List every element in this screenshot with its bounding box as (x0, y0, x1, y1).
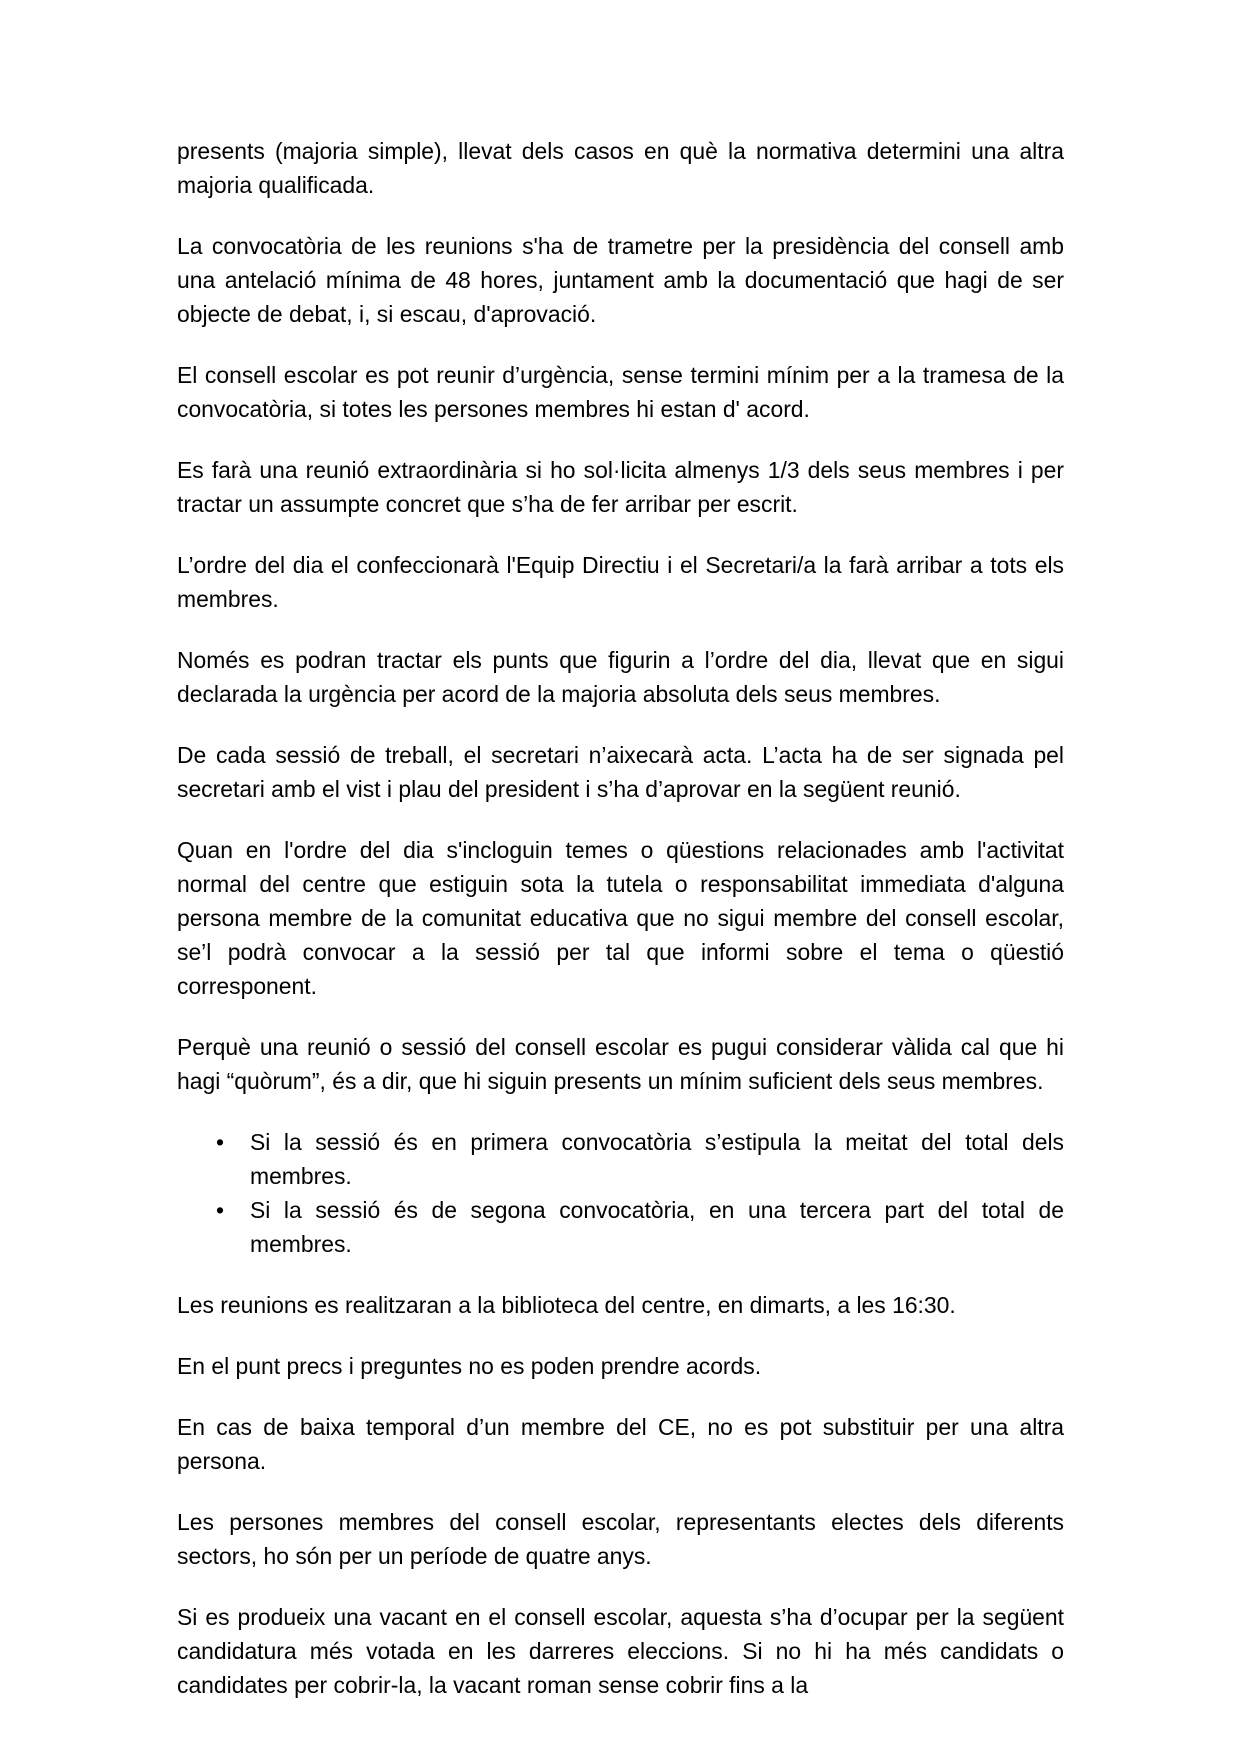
paragraph: L’ordre del dia el confeccionarà l'Equip Directiu i el Secretari/a la farà arribar a tots els membres. (177, 552, 1064, 612)
bullet-icon: • (216, 1197, 225, 1223)
paragraph: Es farà una reunió extraordinària si ho sol·licita almenys 1/3 dels seus membres i per tractar un assumpte concret que s’ha de fer arribar per escrit. (177, 457, 1064, 517)
paragraph: Perquè una reunió o sessió del consell escolar es pugui considerar vàlida cal que hi hagi “quòrum”, és a dir, que hi siguin presents un mínim suficient dels seus membres. (177, 1034, 1064, 1094)
paragraph: En cas de baixa temporal d’un membre del CE, no es pot substituir per una altra persona. (177, 1414, 1064, 1474)
bullet-icon: • (216, 1129, 225, 1155)
paragraph: El consell escolar es pot reunir d’urgència, sense termini mínim per a la tramesa de la convocatòria, si totes les persones membres hi estan d' acord. (177, 362, 1064, 422)
list-item-text: Si la sessió és en primera convocatòria s’estipula la meitat del total dels membres. (250, 1129, 1064, 1189)
paragraph: La convocatòria de les reunions s'ha de trametre per la presidència del consell amb una antelació mínima de 48 hores, juntament amb la documentació que hagi de ser objecte de debat, i, si escau, d'aprovació. (177, 233, 1064, 327)
list-item-text: Si la sessió és de segona convocatòria, en una tercera part del total de membres. (250, 1197, 1064, 1257)
list-item (216, 1125, 1064, 1193)
document-body (177, 134, 1064, 1729)
paragraph: Les reunions es realitzaran a la biblioteca del centre, en dimarts, a les 16:30. (177, 1292, 956, 1318)
list-item (216, 1193, 1064, 1261)
paragraph: presents (majoria simple), llevat dels casos en què la normativa determini una altra majoria qualificada. (177, 138, 1064, 198)
paragraph: Les persones membres del consell escolar, representants electes dels diferents sectors, ho són per un període de quatre anys. (177, 1509, 1064, 1569)
bullet-list (177, 1125, 1064, 1261)
paragraph: Quan en l'ordre del dia s'incloguin temes o qüestions relacionades amb l'activitat normal del centre que estiguin sota la tutela o responsabilitat immediata d'alguna persona membre de la comunitat educativa que no sigui membre del consell escolar, se’l podrà convocar a la sessió per tal que informi sobre el tema o qüestió corresponent. (177, 837, 1064, 999)
paragraph: Si es produeix una vacant en el consell escolar, aquesta s’ha d’ocupar per la següent candidatura més votada en les darreres eleccions. Si no hi ha més candidats o candidates per cobrir-la, la vacant roman sense cobrir fins a la (177, 1604, 1064, 1698)
paragraph: De cada sessió de treball, el secretari n’aixecarà acta. L’acta ha de ser signada pel secretari amb el vist i plau del president i s’ha d’aprovar en la següent reunió. (177, 742, 1064, 802)
paragraph: Només es podran tractar els punts que figurin a l’ordre del dia, llevat que en sigui declarada la urgència per acord de la majoria absoluta dels seus membres. (177, 647, 1064, 707)
paragraph: En el punt precs i preguntes no es poden prendre acords. (177, 1353, 762, 1379)
